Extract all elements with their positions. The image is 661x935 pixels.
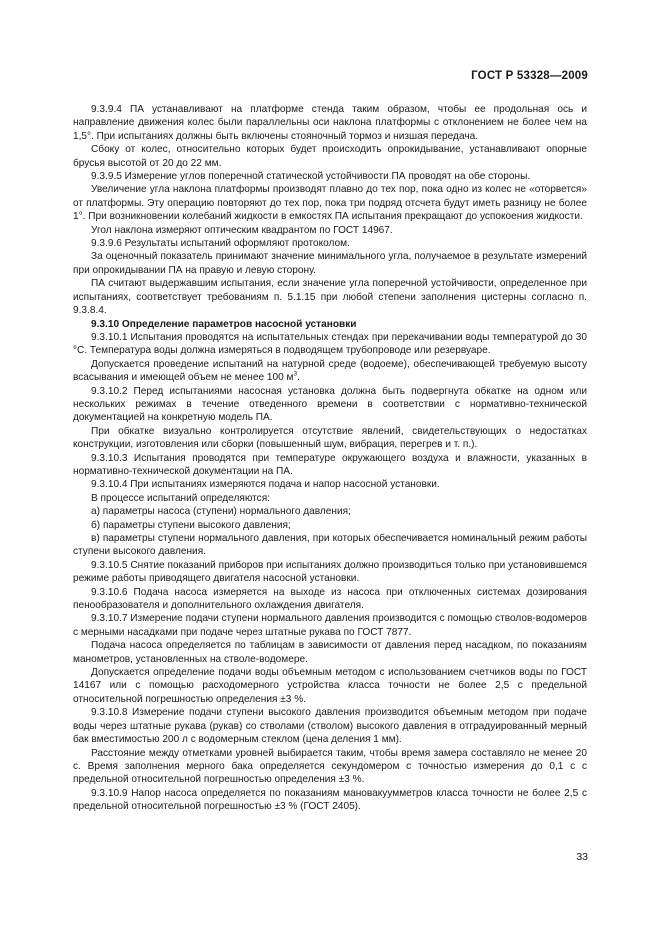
paragraph: 9.3.9.4 ПА устанавливают на платформе стенда таким образом, чтобы ее продольная ось и направление движения колес были параллельны оси наклона платформы с отклонением не более чем на 1,5°. При испытаниях должны быть включены стояночный тормоз и низшая передача. [73, 104, 587, 142]
paragraph: Подача насоса определяется по таблицам в зависимости от давления перед насадком, по показаниям манометров, установленных на стволе-водомере. [73, 640, 587, 665]
list-item: в) параметры ступени нормального давления, при которых обеспечивается номинальный режим работы ступени высокого давления. [73, 533, 587, 558]
list-item: а) параметры насоса (ступени) нормального давления; [91, 506, 351, 518]
paragraph: 9.3.10.1 Испытания проводятся на испытательных стендах при перекачивании воды температурой до 30 °С. Температура воды должна измеряться в подводящем трубопроводе или резервуаре. [73, 331, 587, 357]
paragraph [73, 358, 587, 385]
paragraph: 9.3.10.9 Напор насоса определяется по показаниям мановакуумметров класса точности не более 2,5 с предельной относительной погрешностью ±3 % (ГОСТ 2405). [73, 787, 587, 813]
paragraph: 9.3.9.5 Измерение углов поперечной статической устойчивости ПА проводят на обе стороны. [91, 171, 531, 183]
paragraph-text: Допускается проведение испытаний на натурной среде (водоеме), обеспечивающей требуемую высоту всасывания и имеющей объем не менее 100 м [73, 358, 587, 384]
paragraph-tail: . [297, 372, 300, 384]
superscript: 3 [293, 370, 298, 378]
paragraph: 9.3.10.2 Перед испытаниями насосная установка должна быть подвергнута обкатке на одном или нескольких режимах в течение отведенного времени в соответствии с нормативно-технической документацией на конкретную модель ПА. [73, 385, 587, 424]
paragraph: 9.3.10.4 При испытаниях измеряются подача и напор насосной установки. [91, 479, 440, 491]
paragraph: В процессе испытаний определяются: [91, 492, 270, 504]
paragraph: 9.3.10.7 Измерение подачи ступени нормального давления производится с помощью стволов-водомеров с мерными насадками при подаче через штатные рукава по ГОСТ 7877. [73, 613, 587, 638]
paragraph: 9.3.10.8 Измерение подачи ступени высокого давления производится объемным методом при подаче воды через штатные рукава (рукав) со стволами (стволом) высокого давления в отградуированный мерный бак вместимостью 200 л с водомерным стеклом (цена деления 1 мм). [73, 707, 587, 746]
paragraph: Расстояние между отметками уровней выбирается таким, чтобы время замера составляло не менее 20 с. Время заполнения мерного бака определяется секундомером с точностью измерения до 0,1 с с предельной относительной погрешностью определения ±3 %. [73, 747, 587, 786]
paragraph: Сбоку от колес, относительно которых будет происходить опрокидывание, устанавливают опорные брусья высотой от 20 до 22 мм. [73, 144, 587, 169]
list-item: б) параметры ступени высокого давления; [91, 519, 291, 531]
document-body [73, 103, 587, 814]
paragraph: Угол наклона измеряют оптическим квадрантом по ГОСТ 14967. [91, 224, 393, 236]
page-number: 33 [576, 851, 588, 863]
paragraph: 9.3.10.6 Подача насоса измеряется на выходе из насоса при отключенных системах дозирования пенообразователя и дополнительного охлаждения двигателя. [73, 586, 587, 612]
paragraph: Увеличение угла наклона платформы производят плавно до тех пор, пока одно из колес не «оторвется» от платформы. Эту операцию повторяют до тех пор, пока три подряд отсчета будут иметь разницу не более 1°. При возникновении колебаний жидкости в емкостях ПА испытания прекращают до успокоения жидкости. [73, 184, 587, 223]
section-heading: 9.3.10 Определение параметров насосной установки [91, 318, 357, 330]
paragraph: За оценочный показатель принимают значение минимального угла, получаемое в результате измерений при опрокидывании ПА на правую и левую сторону. [73, 251, 587, 276]
paragraph: 9.3.9.6 Результаты испытаний оформляют протоколом. [91, 238, 350, 250]
paragraph: Допускается определение подачи воды объемным методом с использованием счетчиков воды по ГОСТ 14167 или с помощью расходомерного устройства класса точности не более 2,5 с предельной относительной погрешностью определения ±3 %. [73, 667, 587, 705]
paragraph: 9.3.10.3 Испытания проводятся при температуре окружающего воздуха и влажности, указанных в нормативно-технической документации на ПА. [73, 452, 587, 477]
paragraph: При обкатке визуально контролируется отсутствие явлений, свидетельствующих о недостатках конструкции, изготовления или сборки (повышенный шум, вибрация, перегрев и т. п.). [73, 425, 587, 451]
paragraph: 9.3.10.5 Снятие показаний приборов при испытаниях должно производиться только при установившемся режиме работы приводящего двигателя насосной установки. [73, 559, 587, 585]
document-header: ГОСТ Р 53328—2009 [471, 70, 588, 82]
paragraph: ПА считают выдержавшим испытания, если значение угла поперечной устойчивости, определенное при испытаниях, соответствует требованиям п. 5.1.15 при любой степени заполнения цистерны согласно п. 9.3.8.4. [73, 278, 587, 317]
